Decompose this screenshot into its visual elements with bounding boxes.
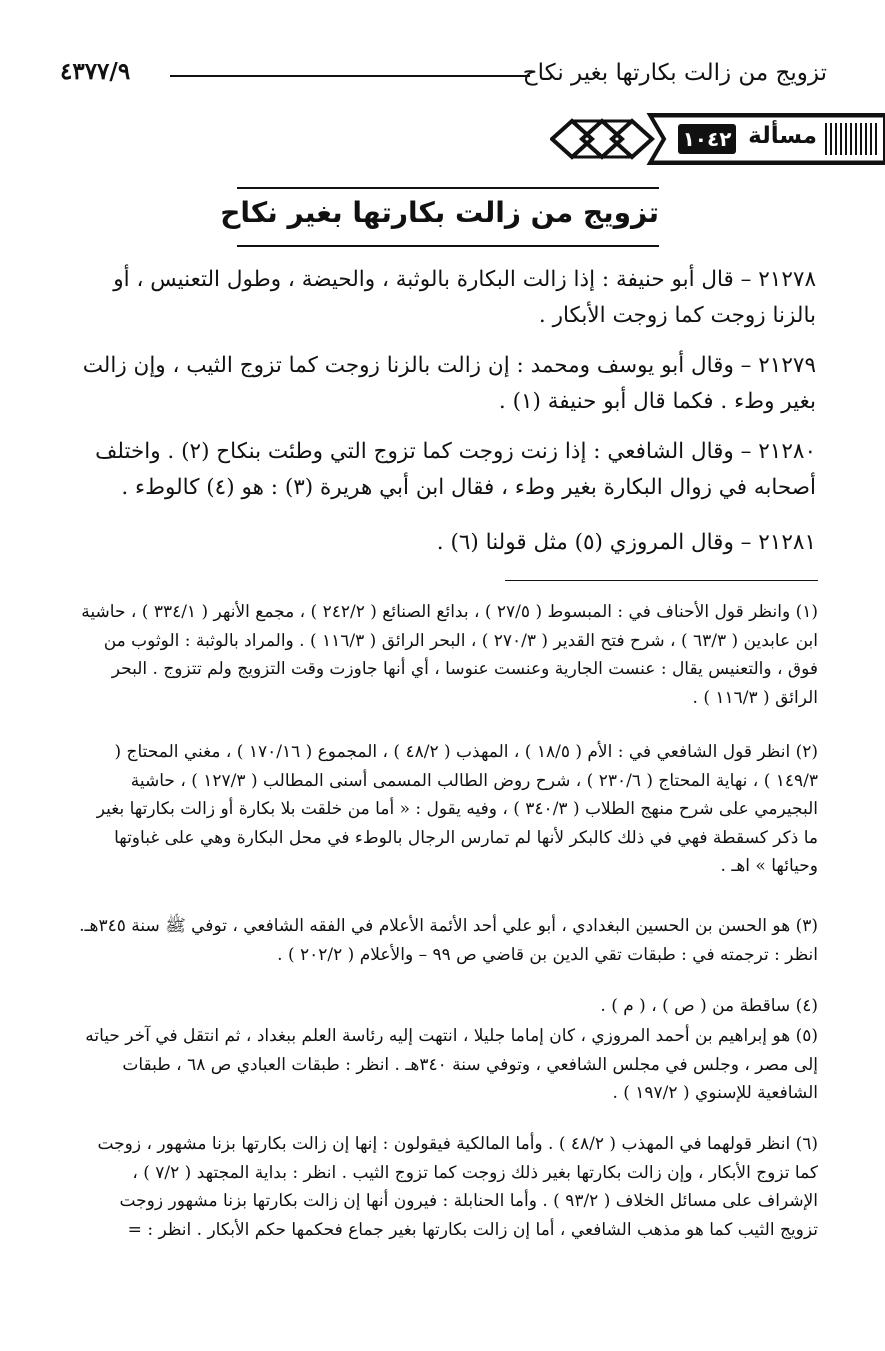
title-top-rule	[237, 187, 659, 189]
page-reference: ٤٣٧٧/٩	[60, 58, 131, 85]
footnote-1: (١) وانظر قول الأحناف في : المبسوط ( ٢٧/٥ ) ، بدائع الصنائع ( ٢٤٢/٢ ) ، مجمع الأنهر ( ٣٣٤/١ ) ، حاشية ابن عابدين ( ٦٣/٣ ) ، شرح فتح القدير ( ٢٧٠/٣ ) ، البحر الرائق ( ١١٦/٣ ) . والمراد بالوثبة : الوثوب من فوق ، والتعنيس يقال : عنست الجارية وعنست عنوسا ، أي أنها جاوزت وقت التزويج ولم تتزوج . البحر الرائق ( ١١٦/٣ ) .	[81, 602, 818, 708]
chapter-title: تزويج من زالت بكارتها بغير نكاح	[220, 196, 659, 229]
footnote-5: (٥) هو إبراهيم بن أحمد المروزي ، كان إماما جليلا ، انتهت إليه رئاسة العلم ببغداد ، ثم انتقل في آخر حياته إلى مصر ، وجلس في مجلس الشافعي ، وتوفي سنة ٣٤٠هـ . انظر : طبقات العبادي ص ٦٨ ، طبقات الشافعية للإسنوي ( ١٩٧/٢ ) .	[85, 1026, 818, 1103]
footnote-6: (٦) انظر قولهما في المهذب ( ٤٨/٢ ) . وأما المالكية فيقولون : إنها إن زالت بكارتها بزنا مشهور ، زوجت كما تزوج الأبكار ، وإن زالت بكارتها بغير ذلك زوجت كما تزوج الثيب . انظر : بداية المجتهد ( ٧/٢ ) ، الإشراف على مسائل الخلاف ( ٩٣/٢ ) . وأما الحنابلة : فيرون أنها إن زالت بكارتها بزنا مشهور زوجت تزويج الثيب كما هو مذهب الشافعي ، أما إن زالت بكارتها بغير جماع فحكمها حكم الأبكار . انظر : =	[97, 1134, 818, 1240]
footnote-2: (٢) انظر قول الشافعي في : الأم ( ١٨/٥ ) ، المهذب ( ٤٨/٢ ) ، المجموع ( ١٧٠/١٦ ) ، مغني المحتاج ( ١٤٩/٣ ) ، نهاية المحتاج ( ٢٣٠/٦ ) ، شرح روض الطالب المسمى أسنى المطالب ( ١٢٧/٣ ) ، حاشية البجيرمي على شرح منهج الطلاب ( ٣٤٠/٣ ) ، وفيه يقول : « أما من خلقت بلا بكارة أو زالت بكارتها بغير ما ذكر كسقطة فهي في ذلك كالبكر لأنها لم تمارس الرجال بالوطء في محل البكارة وهي على غباوتها وحيائها » اهـ .	[96, 742, 818, 876]
footnote-4: (٤) ساقطة من ( ص ) ، ( م ) .	[600, 996, 818, 1016]
masala-label: مسألة	[748, 123, 817, 149]
masala-banner	[550, 113, 885, 165]
paragraph-21280: ٢١٢٨٠ – وقال الشافعي : إذا زنت زوجت كما تزوج التي وطئت بنكاح (٢) . واختلف أصحابه في زوال البكارة بغير وطء ، فقال ابن أبي هريرة (٣) : هو (٤) كالوطء .	[95, 439, 816, 500]
footnote-3: (٣) هو الحسن بن الحسين البغدادي ، أبو علي أحد الأئمة الأعلام في الفقه الشافعي ، توفي ﷺ سنة ٣٤٥هـ. انظر : ترجمته في : طبقات تقي الدين بن قاضي ص ٩٩ – والأعلام ( ٢٠٢/٢ ) .	[79, 916, 818, 965]
paragraph-21279: ٢١٢٧٩ – وقال أبو يوسف ومحمد : إن زالت بالزنا زوجت كما تزوج الثيب ، وإن زالت بغير وطء . فكما قال أبو حنيفة (١) .	[82, 353, 816, 414]
title-bottom-rule	[237, 245, 659, 247]
header-rule	[170, 75, 530, 77]
footnote-separator	[505, 580, 818, 581]
running-title: تزويج من زالت بكارتها بغير نكاح	[522, 60, 827, 86]
paragraph-21281: ٢١٢٨١ – وقال المروزي (٥) مثل قولنا (٦) .	[436, 530, 816, 555]
masala-number: ١٠٤٢	[678, 124, 736, 154]
paragraph-21278: ٢١٢٧٨ – قال أبو حنيفة : إذا زالت البكارة بالوثبة ، والحيضة ، وطول التعنيس ، أو بالزنا زوجت كما زوجت الأبكار .	[113, 267, 816, 328]
